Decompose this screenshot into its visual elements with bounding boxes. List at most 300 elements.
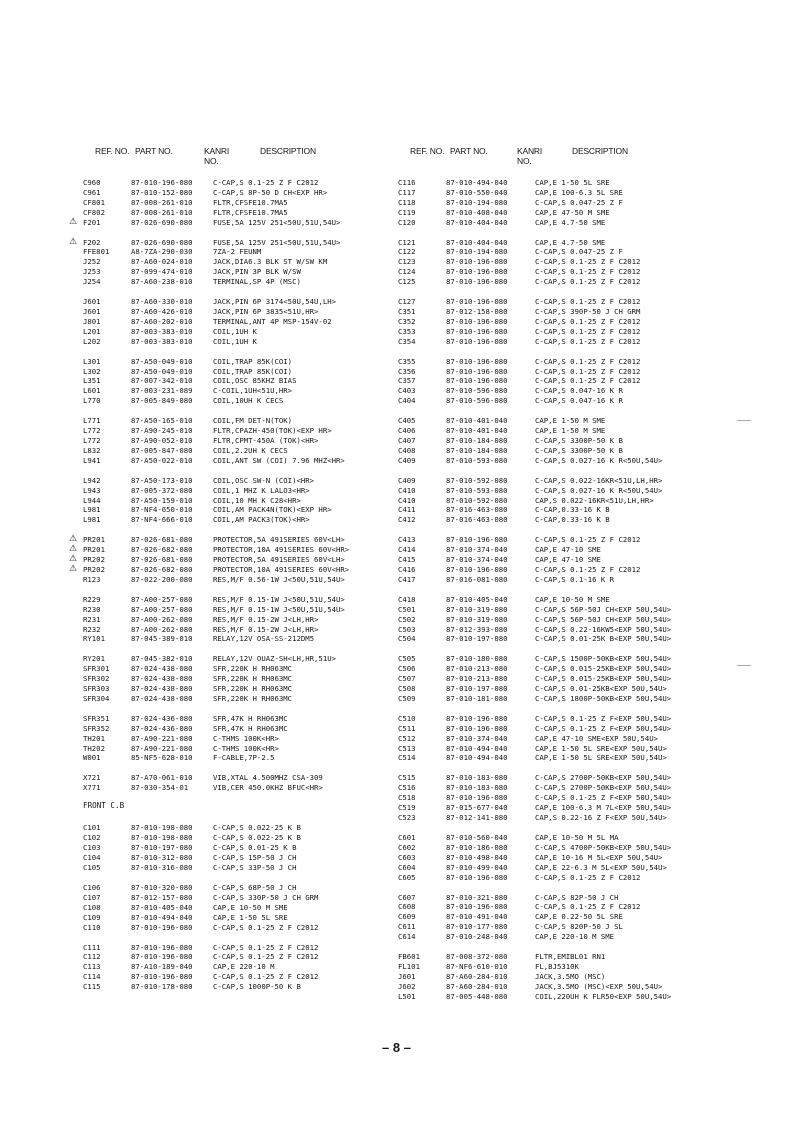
part-no: 87-010-374-040	[446, 733, 508, 743]
table-row	[398, 833, 703, 843]
ref-no: RY101	[83, 634, 105, 644]
table-row	[83, 923, 413, 933]
ref-no: C120	[398, 217, 416, 227]
table-row	[398, 922, 703, 932]
description: COIL,220UH K FLR50<EXP 50U,54U>	[535, 991, 672, 1001]
page-number: – 8 –	[382, 1040, 411, 1055]
part-no: 87-012-141-080	[446, 813, 508, 823]
ref-no: J601	[83, 306, 101, 316]
ref-no: C609	[398, 912, 416, 922]
table-row	[83, 367, 413, 377]
table-row	[83, 416, 413, 426]
part-no: 87-010-196-080	[446, 723, 508, 733]
ref-no: TH201	[83, 733, 105, 743]
ref-no: C607	[398, 892, 416, 902]
table-row	[83, 247, 413, 257]
table-row	[398, 337, 703, 347]
row-group	[398, 773, 703, 822]
row-group	[398, 357, 703, 406]
table-row	[398, 515, 703, 525]
description: C-CAP,S 0.1-25 Z F C2012	[535, 902, 641, 912]
table-row	[83, 625, 413, 635]
description: JACK,3.5MO (MSC)<EXP 50U,54U>	[535, 981, 663, 991]
table-row	[398, 744, 703, 754]
part-no: 87-010-596-080	[446, 396, 508, 406]
ref-no: C504	[398, 634, 416, 644]
description: C-CAP,S 1500P-50KB<EXP 50U,54U>	[535, 654, 672, 664]
table-row	[83, 833, 413, 843]
part-no: 87-A50-173-010	[131, 475, 193, 485]
ref-no: L944	[83, 495, 101, 505]
ref-no: R123	[83, 574, 101, 584]
ref-no: X771	[83, 783, 101, 793]
column-header	[83, 146, 413, 172]
description: C-CAP,S 0.015-25KB<EXP 50U,54U>	[535, 664, 672, 674]
part-no: 87-010-196-080	[446, 336, 508, 346]
ref-no: C501	[398, 604, 416, 614]
table-row	[83, 376, 413, 386]
part-no: 87-010-196-080	[446, 793, 508, 803]
ref-no: FB601	[398, 952, 420, 962]
part-no: 87-010-248-040	[446, 932, 508, 942]
description: C-CAP,S 0.022-25 K B	[213, 833, 301, 843]
ref-no: C506	[398, 664, 416, 674]
description: C-CAP,S 8P-50 D CH<EXP HR>	[213, 187, 328, 197]
part-no: 87-010-183-080	[446, 783, 508, 793]
ref-no: C103	[83, 843, 101, 853]
description: FLTR,CPMT-450A (TOK)<HR>	[213, 435, 319, 445]
part-no: 87-016-081-080	[446, 574, 508, 584]
ref-no: C602	[398, 842, 416, 852]
row-group	[398, 476, 703, 525]
part-no: 87-024-438-080	[131, 693, 193, 703]
ref-no: L832	[83, 445, 101, 455]
description: RES,M/F 0.15-2W J<LH,HR>	[213, 614, 319, 624]
table-row	[83, 188, 413, 198]
table-row	[398, 853, 703, 863]
caution-triangle-icon: ⚠	[69, 554, 78, 565]
table-row	[83, 396, 413, 406]
part-no: 87-010-312-080	[131, 853, 193, 863]
table-row	[398, 257, 703, 267]
table-row	[398, 992, 703, 1002]
ref-no: C410	[398, 495, 416, 505]
description: CAP,E 220-10 M	[213, 962, 275, 972]
ref-no: C113	[83, 962, 101, 972]
ref-no: C417	[398, 574, 416, 584]
ref-no: C410	[398, 485, 416, 495]
table-row	[83, 337, 413, 347]
ref-no: R231	[83, 614, 101, 624]
ref-no: C110	[83, 922, 101, 932]
part-no: A8-7ZA-290-030	[131, 247, 193, 257]
description: C-CAP,S 1800P-50KB<EXP 50U,54U>	[535, 693, 672, 703]
table-row	[83, 883, 413, 893]
part-no: 87-010-184-080	[446, 435, 508, 445]
table-row	[398, 605, 703, 615]
description: C-CAP,S 0.1-25 Z F C2012	[535, 376, 641, 386]
ref-no: C409	[398, 475, 416, 485]
table-row	[83, 386, 413, 396]
description: C-CAP,S 68P-50 J CH	[213, 882, 297, 892]
description: PROTECTOR,5A 491SERIES 60V<LH>	[213, 555, 345, 565]
ref-no: C108	[83, 902, 101, 912]
part-no: 87-010-186-080	[446, 842, 508, 852]
caution-triangle-icon: ⚠	[69, 216, 78, 227]
description: RES,M/F 0.15-1W J<50U,51U,54U>	[213, 594, 345, 604]
part-no: 87-010-194-080	[446, 197, 508, 207]
table-row	[83, 734, 413, 744]
parts-list-right-column	[398, 146, 703, 1012]
part-no: 87-A60-024-010	[131, 257, 193, 267]
part-no: 87-010-498-040	[446, 852, 508, 862]
part-no: 87-010-592-080	[446, 495, 508, 505]
header-kanri	[517, 146, 542, 166]
part-no: 87-008-261-010	[131, 197, 193, 207]
description: C-CAP,S 15P-50 J CH	[213, 853, 297, 863]
table-row	[69, 216, 413, 228]
ref-no: L942	[83, 475, 101, 485]
description: C-CAP,S 0.047-25 Z F	[535, 247, 623, 257]
ref-no: C125	[398, 277, 416, 287]
table-row	[398, 724, 703, 734]
description: CAP,E 10-50 M 5L MA	[535, 833, 619, 843]
description: RES,M/F 0.56-1W J<50U,51U,54U>	[213, 574, 345, 584]
table-row	[69, 534, 413, 545]
margin-mark	[737, 420, 751, 421]
table-row	[83, 486, 413, 496]
ref-no: L941	[83, 455, 101, 465]
ref-no: C413	[398, 535, 416, 545]
description: C-CAP,S 3300P-50 K B	[535, 445, 623, 455]
table-row	[83, 317, 413, 327]
row-group	[83, 654, 413, 703]
part-no: 87-026-681-080	[131, 535, 193, 545]
description: C-COIL,1UH<51U,HR>	[213, 386, 293, 396]
description: CAP,E 47-10 SME	[535, 545, 601, 555]
part-no: 87-A00-257-080	[131, 594, 193, 604]
part-no: 87-026-682-080	[131, 545, 193, 555]
ref-no: C507	[398, 674, 416, 684]
part-no: 87-010-494-040	[446, 178, 508, 187]
ref-no: J602	[398, 981, 416, 991]
table-row	[83, 783, 413, 793]
ref-no: C508	[398, 684, 416, 694]
ref-no: C601	[398, 833, 416, 843]
part-no: 87-003-383-010	[131, 326, 193, 336]
ref-no: TH202	[83, 743, 105, 753]
table-row	[398, 456, 703, 466]
ref-no: C116	[398, 178, 416, 187]
ref-no: C519	[398, 803, 416, 813]
ref-no: C105	[83, 863, 101, 872]
part-no: 87-010-196-080	[446, 316, 508, 326]
row-group	[83, 416, 413, 465]
row-group	[83, 297, 413, 346]
part-no: 87-010-196-080	[446, 872, 508, 882]
ref-no: FL101	[398, 962, 420, 971]
ref-no: W001	[83, 753, 101, 763]
part-no: 87-010-196-080	[446, 267, 508, 277]
table-row	[83, 903, 413, 913]
ref-no: C107	[83, 892, 101, 902]
ref-no: C115	[83, 982, 101, 992]
part-no: 87-A00-257-080	[131, 604, 193, 614]
ref-no: C412	[398, 515, 416, 525]
ref-no: R229	[83, 594, 101, 604]
part-no: 87-007-342-010	[131, 376, 193, 386]
description: CAP,E 4.7-50 SME	[535, 237, 606, 247]
description: C-CAP,S 0.1-25 Z F C2012	[535, 356, 641, 366]
table-row	[398, 496, 703, 506]
part-no: 87-A50-159-010	[131, 495, 193, 505]
part-no: 87-005-847-080	[131, 445, 193, 455]
part-no: 87-010-550-040	[446, 187, 508, 197]
ref-no: C509	[398, 693, 416, 703]
part-no: 87-A90-221-080	[131, 743, 193, 753]
part-no: 87-010-494-040	[446, 753, 508, 763]
description: JACK,DIA6.3 BLK ST W/SW KM	[213, 257, 328, 267]
description: C-CAP,S 2700P-50KB<EXP 50U,54U>	[535, 783, 672, 793]
ref-no: C513	[398, 743, 416, 753]
description: C-CAP,S 1000P-50 K B	[213, 982, 301, 992]
part-no: 87-A60-238-010	[131, 277, 193, 287]
description: C-CAP,S 0.1-25 Z F C2012	[213, 178, 319, 187]
ref-no: C407	[398, 435, 416, 445]
description: CAP,E 10-16 M 5L<EXP 50U,54U>	[535, 852, 663, 862]
part-no: 87-010-196-080	[446, 564, 508, 574]
part-no: 87-010-196-080	[446, 257, 508, 267]
description: C-CAP,S 0.01-25 K B	[213, 843, 297, 853]
description: C-CAP,S 2700P-50KB<EXP 50U,54U>	[535, 773, 672, 783]
part-no: 87-NF4-650-010	[131, 505, 193, 515]
part-no: 87-010-213-080	[446, 674, 508, 684]
part-no: 87-010-194-080	[446, 247, 508, 257]
ref-no: C408	[398, 445, 416, 455]
ref-no: L981	[83, 505, 101, 515]
header-kanri	[204, 146, 229, 166]
ref-no: C411	[398, 505, 416, 515]
ref-no: C523	[398, 813, 416, 823]
part-no: 87-005-372-080	[131, 485, 193, 495]
table-row	[398, 803, 703, 813]
description: C-CAP,S 0.22-16KW5<EXP 50U,54U>	[535, 624, 672, 634]
ref-no: L351	[83, 376, 101, 386]
ref-no: C102	[83, 833, 101, 843]
ref-no: C121	[398, 237, 416, 247]
part-no: 87-A90-245-010	[131, 426, 193, 436]
ref-no: C505	[398, 654, 416, 664]
table-row	[398, 307, 703, 317]
description: C-CAP,S 0.1-25 Z F C2012	[535, 872, 641, 882]
part-no: 87-010-197-080	[446, 684, 508, 694]
ref-no: SFR302	[83, 674, 110, 684]
description: C-CAP,S 0.1-25 Z F C2012	[535, 297, 641, 307]
ref-no: C117	[398, 187, 416, 197]
table-row	[398, 545, 703, 555]
description: CAP,E 1-50 M SME	[535, 426, 606, 436]
description: COIL,FM DET-N(TOK)	[213, 416, 293, 426]
description: SFR,220K H RH063MC	[213, 664, 293, 674]
part-no: 87-010-180-080	[446, 654, 508, 664]
ref-no: C604	[398, 862, 416, 872]
ref-no: CF802	[83, 207, 105, 217]
part-no: 87-030-354-01	[131, 783, 189, 793]
part-no: 87-A00-262-080	[131, 624, 193, 634]
ref-no: L301	[83, 356, 101, 366]
description: FUSE,5A 125V 251<50U,51U,54U>	[213, 237, 341, 247]
part-no: 87-A60-202-010	[131, 316, 193, 326]
ref-no: RY201	[83, 654, 105, 664]
ref-no: L981	[83, 515, 101, 525]
description: C-CAP,S 0.1-16 K R	[535, 574, 615, 584]
description: RELAY,12V OSA-SS-212DM5	[213, 634, 315, 644]
table-row	[69, 554, 413, 565]
description: CAP,E 47-50 M SME	[535, 207, 610, 217]
description: VIB,CER 450.0KHZ BFUC<HR>	[213, 783, 323, 793]
table-row	[69, 563, 413, 575]
part-no: 87-010-197-080	[131, 843, 193, 853]
ref-no: C127	[398, 297, 416, 307]
ref-no: J801	[83, 316, 101, 326]
part-no: 87-012-158-080	[446, 306, 508, 316]
description: RELAY,12V OUAZ-SH<LH,HR,51U>	[213, 654, 337, 664]
description: RES,M/F 0.15-1W J<50U,51U,54U>	[213, 604, 345, 614]
ref-no: C106	[83, 882, 101, 892]
ref-no: C114	[83, 972, 101, 982]
ref-no: C406	[398, 426, 416, 436]
row-group	[83, 476, 413, 525]
ref-no: C611	[398, 922, 416, 932]
ref-no: C123	[398, 257, 416, 267]
caution-triangle-icon: ⚠	[69, 563, 78, 574]
ref-no: C122	[398, 247, 416, 257]
table-row	[398, 793, 703, 803]
ref-no: C355	[398, 356, 416, 366]
part-no: 87-010-320-080	[131, 882, 193, 892]
part-no: 87-010-196-080	[446, 356, 508, 366]
description: TERMINAL,SP 4P (MSC)	[213, 277, 301, 287]
table-row	[398, 863, 703, 873]
table-row	[398, 327, 703, 337]
header-kanri-no: NO.	[517, 156, 532, 166]
part-no: 87-012-157-080	[131, 892, 193, 902]
description: C-CAP,S 0.1-25 Z F C2012	[213, 942, 319, 952]
ref-no: SFR352	[83, 723, 110, 733]
part-no: 87-A50-022-010	[131, 455, 193, 465]
ref-no: C118	[398, 197, 416, 207]
table-row	[83, 436, 413, 446]
part-no: 87-010-197-080	[446, 634, 508, 644]
row-group	[83, 773, 413, 793]
ref-no: L201	[83, 326, 101, 336]
part-no: 87-010-198-080	[131, 823, 193, 833]
ref-no: C514	[398, 753, 416, 763]
header-description: DESCRIPTION	[260, 146, 316, 156]
margin-mark	[737, 665, 751, 666]
table-row	[83, 684, 413, 694]
part-no: 87-A50-049-010	[131, 356, 193, 366]
description: C-CAP,S 0.022-25 K B	[213, 823, 301, 833]
ref-no: CF801	[83, 197, 105, 207]
part-no: 87-003-231-089	[131, 386, 193, 396]
part-no: 87-A90-052-010	[131, 435, 193, 445]
row-group	[398, 714, 703, 763]
part-no: 87-010-494-040	[446, 743, 508, 753]
ref-no: C356	[398, 366, 416, 376]
table-row	[83, 327, 413, 337]
description: TERMINAL,ANT 4P MSP-154V-02	[213, 316, 332, 326]
description: CAP,E 100-6.3 5L SRE	[535, 187, 623, 197]
description: COIL,1UH K	[213, 326, 257, 336]
description: C-CAP,S 0.015-25KB<EXP 50U,54U>	[535, 674, 672, 684]
part-no: 85-NF5-628-010	[131, 753, 193, 763]
description: C-CAP,S 0.1-25 Z F C2012	[213, 972, 319, 982]
left-row-groups	[69, 172, 413, 992]
ref-no: C415	[398, 555, 416, 565]
parts-list-left-column	[69, 146, 413, 1002]
table-row	[83, 605, 413, 615]
ref-no: C403	[398, 386, 416, 396]
ref-no: C603	[398, 852, 416, 862]
row-group	[398, 952, 703, 1001]
description: CAP,E 1-50 5L SRE<EXP 50U,54U>	[535, 753, 667, 763]
table-row	[83, 267, 413, 277]
table-row	[398, 734, 703, 744]
table-row	[398, 952, 703, 962]
table-row	[398, 426, 703, 436]
ref-no: J254	[83, 277, 101, 287]
table-row	[83, 753, 413, 763]
row-group	[398, 535, 703, 584]
table-row	[398, 416, 703, 426]
part-no: 87-A50-165-010	[131, 416, 193, 426]
table-row	[398, 773, 703, 783]
ref-no: C352	[398, 316, 416, 326]
ref-no: C109	[83, 912, 101, 922]
table-row	[83, 654, 413, 664]
description: CAP,E 100-6.3 M 7L<EXP 50U,54U>	[535, 803, 672, 813]
part-no: 87-024-438-080	[131, 674, 193, 684]
part-no: 87-016-463-080	[446, 515, 508, 525]
ref-no: C511	[398, 723, 416, 733]
description: COIL,10UH K CECS	[213, 396, 284, 406]
table-row	[83, 615, 413, 625]
description: C-THMS 100K<HR>	[213, 743, 279, 753]
ref-no: J601	[398, 971, 416, 981]
section-label: FRONT C.B	[83, 801, 125, 811]
part-no: 87-A60-426-010	[131, 306, 193, 316]
table-row	[398, 932, 703, 942]
description: PROTECTOR,10A 491SERIES 60V<HR>	[213, 545, 350, 555]
ref-no: SFR304	[83, 693, 110, 703]
description: CAP,E 1-50 5L SRE<EXP 50U,54U>	[535, 743, 667, 753]
part-no: 87-010-593-080	[446, 455, 508, 465]
ref-no: PR202	[83, 564, 105, 574]
description: SFR,47K H RH063MC	[213, 713, 288, 723]
row-group	[398, 893, 703, 942]
description: CAP,E 47-10 SME<EXP 50U,54U>	[535, 733, 659, 743]
ref-no: R232	[83, 624, 101, 634]
table-row	[398, 982, 703, 992]
row-group	[83, 883, 413, 932]
table-row	[398, 962, 703, 972]
header-part-no: PART NO.	[450, 146, 488, 156]
ref-no: PR201	[83, 545, 105, 555]
table-row	[83, 456, 413, 466]
ref-no: C605	[398, 872, 416, 882]
description: CAP,E 1-50 5L SRE	[213, 912, 288, 922]
